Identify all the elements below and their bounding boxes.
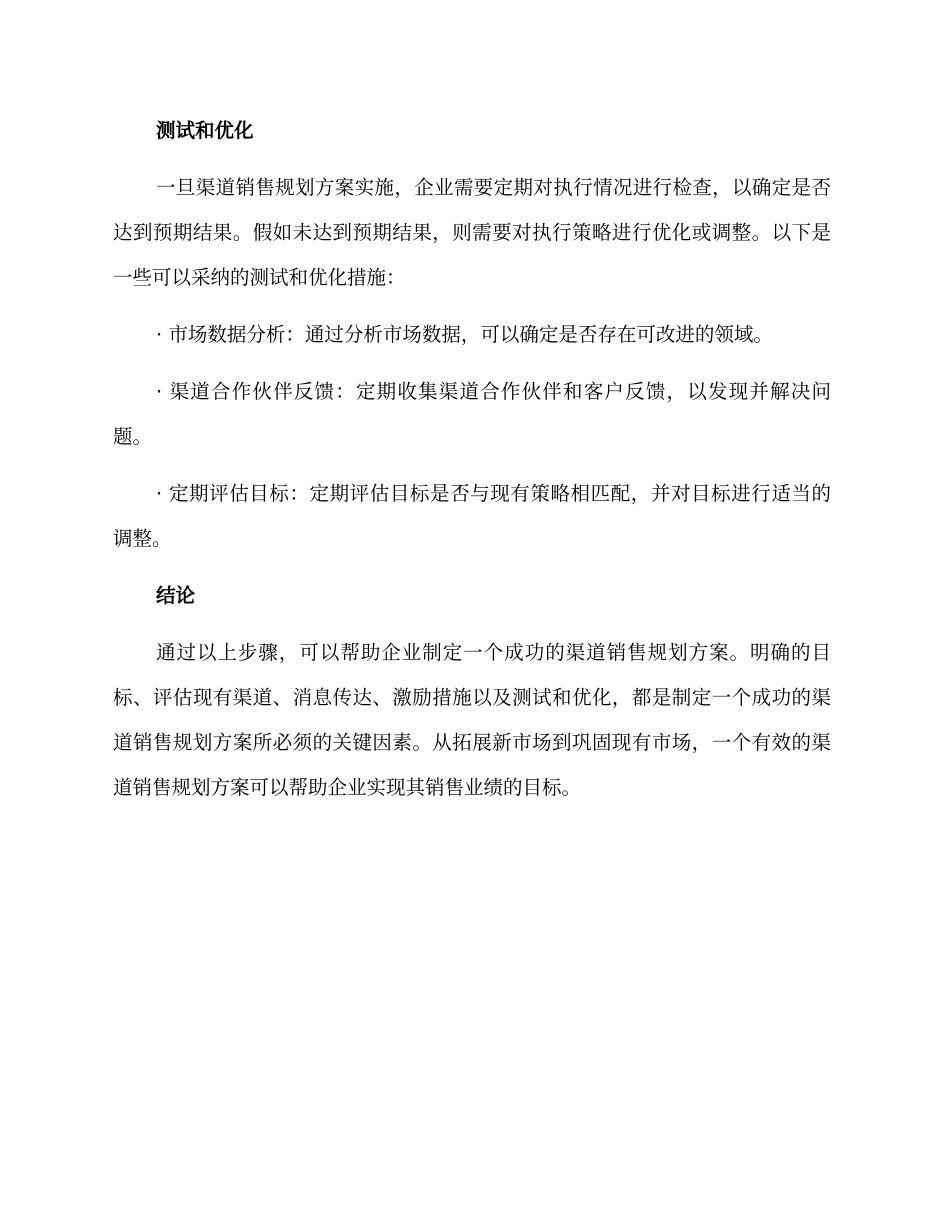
list-item-partner-feedback: · 渠道合作伙伴反馈：定期收集渠道合作伙伴和客户反馈，以发现并解决问题。 xyxy=(113,380,831,448)
document-page xyxy=(113,108,831,810)
list-item-market-data: · 市场数据分析：通过分析市场数据，可以确定是否存在可改进的领域。 xyxy=(156,323,773,346)
section-heading-testing: 测试和优化 xyxy=(156,119,254,142)
paragraph-testing-intro: 一旦渠道销售规划方案实施，企业需要定期对执行情况进行检查，以确定是否达到预期结果。假如未达到预期结果，则需要对执行策略进行优化或调整。以下是一些可以采纳的测试和优化措施： xyxy=(113,176,831,289)
paragraph-conclusion: 通过以上步骤，可以帮助企业制定一个成功的渠道销售规划方案。明确的目标、评估现有渠道、消息传达、激励措施以及测试和优化，都是制定一个成功的渠道销售规划方案所必须的关键因素。从拓展新市场到巩固现有市场，一个有效的渠道销售规划方案可以帮助企业实现其销售业绩的目标。 xyxy=(113,641,831,799)
section-heading-conclusion: 结论 xyxy=(156,584,196,607)
list-item-goal-review: · 定期评估目标：定期评估目标是否与现有策略相匹配，并对目标进行适当的调整。 xyxy=(113,482,831,550)
